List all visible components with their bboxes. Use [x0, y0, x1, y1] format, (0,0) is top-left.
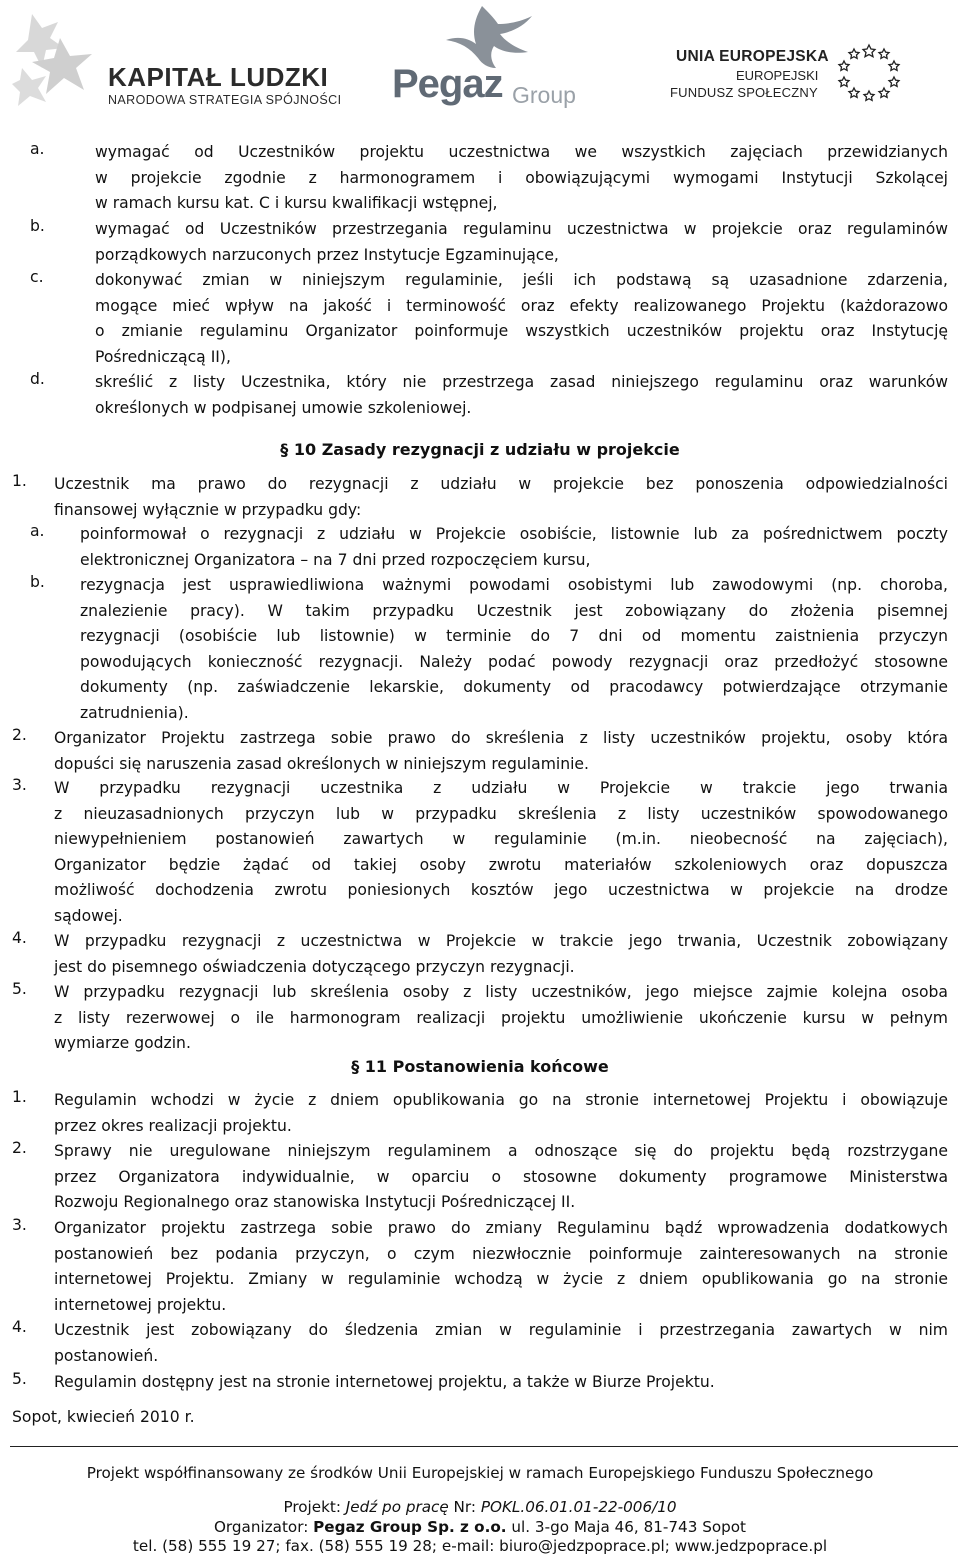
list-marker: 2.: [12, 1139, 27, 1157]
list-marker: 5.: [12, 1370, 27, 1388]
footer-project-name: Jedź po pracę: [345, 1498, 449, 1516]
list-marker: 1.: [12, 472, 27, 490]
list-item-line: w projekcie zgodnie z harmonogramem i obowiązującymi wymogami Instytucji Szkolącej: [95, 168, 948, 187]
eu-line-2: EUROPEJSKI: [736, 68, 819, 83]
list-item-line: wymagać od Uczestników projektu uczestnictwa we wszystkich zajęciach przewidzianych: [95, 143, 948, 161]
list-item-line: mogące mieć wpływ na jakość i terminowość oraz efekty realizowanego Projektu (każdorazowo: [95, 296, 948, 315]
place-and-date: Sopot, kwiecień 2010 r.: [12, 1408, 195, 1426]
list-marker: 4.: [12, 1318, 27, 1336]
list-item-line: Regulamin wchodzi w życie z dniem opublikowania go na stronie internetowej Projektu i obowiązuje: [54, 1091, 948, 1109]
list-item-line: W przypadku rezygnacji z uczestnictwa w Projekcie w trakcie jego trwania, Uczestnik zobowiązany: [54, 932, 948, 950]
eu-line-3: FUNDUSZ SPOŁECZNY: [670, 85, 818, 100]
footer-org-label: Organizator:: [213, 1518, 314, 1536]
pegaz-group-label: Group: [512, 82, 576, 108]
section-11-heading: § 11 Postanowienia końcowe: [351, 1057, 609, 1076]
list-marker: 5.: [12, 980, 27, 998]
kapital-ludzki-logo: [12, 8, 342, 108]
list-item-line: w ramach kursu kat. C i kursu kwalifikacji wstępnej,: [95, 194, 498, 213]
list-item-line: Pośredniczącą II),: [95, 347, 231, 366]
footer-org-name: Pegaz Group Sp. z o.o.: [313, 1518, 507, 1536]
list-item-line: z nieuzasadnionych przyczyn lub w przypadku skreślenia z listy uczestników spowodowanego: [54, 804, 948, 823]
list-item-line: rezygnacja jest usprawiedliwiona ważnymi powodami osobistymi lub zawodowymi (np. choroba,: [80, 576, 948, 594]
list-item-line: określonych w podpisanej umowie szkoleniowej.: [95, 398, 472, 417]
list-marker: a.: [30, 140, 45, 158]
footer-nr-value: POKL.06.01.01-22-006/10: [480, 1498, 677, 1516]
eu-stars-flag-icon: [834, 40, 904, 102]
footer-contact: tel. (58) 555 19 27; fax. (58) 555 19 28; e-mail: biuro@jedzpoprace.pl; www.jedzpoprace.pl: [132, 1537, 828, 1555]
list-item-line: Rozwoju Regionalnego oraz stanowiska Instytucji Pośredniczącej II.: [54, 1193, 576, 1212]
list-item-line: dopuści się naruszenia zasad określonych w niniejszym regulaminie.: [54, 754, 589, 773]
list-item-line: skreślić z listy Uczestnika, który nie przestrzega zasad niniejszego regulaminu oraz warunków: [95, 373, 948, 391]
list-item-line: wymagać od Uczestników przestrzegania regulaminu uczestnictwa w projekcie oraz regulaminów: [95, 220, 948, 238]
list-item-line: niewypełnieniem postanowień zawartych w regulaminie (m.in. nieobecność na zajęciach),: [54, 830, 948, 849]
list-item-line: wymiarze godzin.: [54, 1034, 191, 1053]
list-item-line: Uczestnik ma prawo do rezygnacji z udziału w projekcie bez ponoszenia odpowiedzialności: [54, 475, 948, 493]
list-marker: c.: [30, 268, 44, 286]
list-item-line: możliwość dochodzenia zwrotu poniesionych kosztów jego uczestnictwa w projekcie na drodze: [54, 881, 948, 900]
list-item-line: zatrudnienia).: [80, 704, 189, 722]
footer-organizer: [0, 1518, 960, 1536]
eu-title: UNIA EUROPEJSKA: [676, 48, 829, 65]
list-marker: d.: [30, 370, 45, 388]
footer-project: [0, 1498, 960, 1516]
list-item-line: Uczestnik jest zobowiązany do śledzenia zmian w regulaminie i przestrzegania zawartych w nim: [54, 1321, 948, 1339]
list-item-line: sądowej.: [54, 907, 123, 925]
list-item-line: porządkowych narzuconych przez Instytucje Egzaminujące,: [95, 245, 559, 264]
list-marker: b.: [30, 217, 45, 235]
kapital-ludzki-star-icon: [12, 8, 104, 108]
list-item-line: Organizator będzie żądać od takiej osoby zwrotu materiałów szkoleniowych oraz dopuszcza: [54, 855, 948, 874]
list-item-line: internetowej Projektu. Zmiany w regulaminie wchodzą w życie z dniem opublikowania go na stronie: [54, 1270, 948, 1289]
footer-org-address: ul. 3-go Maja 46, 81-743 Sopot: [506, 1518, 747, 1536]
list-item-line: postanowień.: [54, 1346, 159, 1365]
list-marker: 4.: [12, 929, 27, 947]
footer-cofinanced: Projekt współfinansowany ze środków Unii Europejskiej w ramach Europejskiego Funduszu Społecznego: [86, 1464, 874, 1482]
list-item-line: dokumenty (np. zaświadczenie lekarskie, dokumenty od pracodawcy potwierdzające otrzymanie: [80, 678, 948, 697]
list-item-line: elektronicznej Organizatora – na 7 dni przed rozpoczęciem kursu,: [80, 550, 591, 569]
pegaz-name: Pegaz: [392, 62, 503, 106]
list-item-line: przez Organizatora indywidualnie, w oparciu o stosowne dokumenty programowe Ministerstwa: [54, 1167, 948, 1186]
footer-divider: [10, 1446, 958, 1447]
list-item-line: Organizator Projektu zastrzega sobie prawo do skreślenia z listy uczestników projektu, osoby która: [54, 729, 948, 747]
footer-project-label: Projekt:: [283, 1498, 346, 1516]
list-marker: 3.: [12, 1216, 27, 1234]
kapital-ludzki-title: KAPITAŁ LUDZKI: [108, 62, 329, 92]
list-item-line: poinformował o rezygnacji z udziału w Projekcie osobiście, listownie lub za pośrednictwem poczty: [80, 525, 948, 543]
list-marker: b.: [30, 573, 45, 591]
list-item-line: powodujących konieczność rezygnacji. Należy podać powody rezygnacji oraz przedłożyć stosowne: [80, 652, 948, 671]
list-item-line: Sprawy nie uregulowane niniejszym regulaminem a odnoszące się do projektu będą rozstrzygane: [54, 1142, 948, 1160]
footer-nr-label: Nr:: [448, 1498, 481, 1516]
list-item-line: W przypadku rezygnacji uczestnika z udziału w Projekcie w trakcie jego trwania: [54, 779, 948, 797]
list-item-line: dokonywać zmian w niniejszym regulaminie, jeśli ich podstawą są uzasadnione zdarzenia,: [95, 271, 948, 289]
list-item-line: przez okres realizacji projektu.: [54, 1116, 292, 1135]
list-item-line: Regulamin dostępny jest na stronie internetowej projektu, a także w Biurze Projektu.: [54, 1373, 715, 1391]
section-10-heading: § 10 Zasady rezygnacji z udziału w projekcie: [280, 440, 680, 459]
list-marker: 3.: [12, 776, 27, 794]
list-item-line: o zmianie regulaminu Organizator poinformuje wszystkich uczestników projektu oraz Instytucję: [95, 322, 948, 341]
pegaz-group-logo: [392, 2, 582, 112]
list-item-line: internetowej projektu.: [54, 1295, 227, 1314]
list-item-line: znalezienie pracy). W takim przypadku Uczestnik jest zobowiązany do złożenia pisemnej: [80, 601, 948, 620]
list-item-line: z listy rezerwowej o ile harmonogram realizacji projektu umożliwienie ukończenie kursu w pełnym: [54, 1008, 948, 1027]
list-item-line: jest do pisemnego oświadczenia dotyczącego przyczyn rezygnacji.: [54, 957, 575, 976]
kapital-ludzki-subtitle: NARODOWA STRATEGIA SPÓJNOŚCI: [108, 93, 342, 107]
list-item-line: W przypadku rezygnacji lub skreślenia osoby z listy uczestników, jego miejsce zajmie kolejna osoba: [54, 983, 948, 1001]
list-item-line: Organizator projektu zastrzega sobie prawo do zmiany Regulaminu bądź wprowadzenia dodatkowych: [54, 1219, 948, 1237]
list-item-line: postanowień bez podania przyczyn, o czym niezwłocznie poinformuje zainteresowanych na stronie: [54, 1244, 948, 1263]
list-marker: a.: [30, 522, 45, 540]
eu-logo: [662, 44, 952, 104]
list-item-line: rezygnacji (osobiście lub listownie) w terminie do 7 dni od momentu zaistnienia przyczyn: [80, 627, 948, 646]
list-marker: 2.: [12, 726, 27, 744]
list-marker: 1.: [12, 1088, 27, 1106]
list-item-line: finansowej wyłącznie w przypadku gdy:: [54, 500, 362, 519]
